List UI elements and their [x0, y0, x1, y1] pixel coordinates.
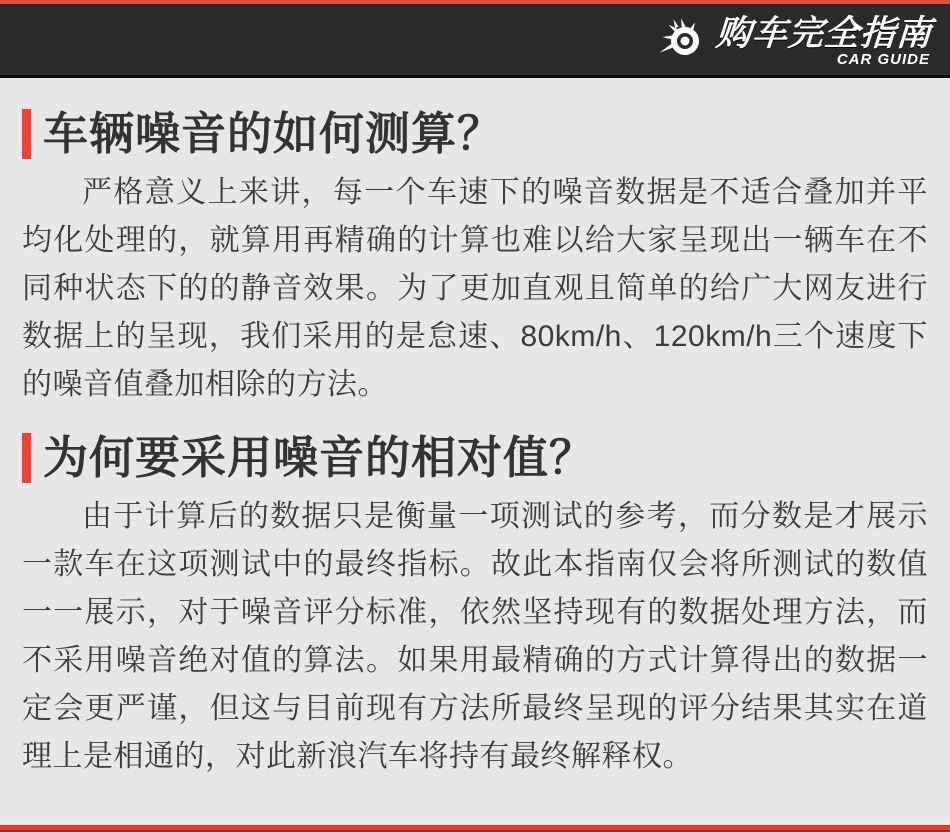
section-2-heading	[22, 433, 928, 483]
logo-title: 购车完全指南	[714, 14, 934, 53]
red-accent-bar	[22, 433, 31, 483]
article-content	[0, 85, 950, 799]
footer-red-strip	[0, 823, 950, 832]
flame-wheel-icon	[658, 16, 710, 64]
section-2-paragraph: 由于计算后的数据只是衡量一项测试的参考，而分数是才展示一款车在这项测试中的最终指标。故此本指南仅会将所测试的数值一一展示，对于噪音评分标准，依然坚持现有的数据处理方法，而不采用噪音绝对值的算法。如果用最精确的方式计算得出的数据一定会更严谨，但这与目前现有方法所最终呈现的评分结果其实在道理上是相通的，对此新浪汽车将持有最终解释权。	[22, 500, 928, 773]
section-1-title: 车辆噪音的如何测算？	[43, 108, 504, 160]
red-accent-bar	[22, 109, 31, 159]
logo-subtitle: CAR GUIDE	[836, 51, 930, 68]
car-guide-logo	[658, 14, 934, 68]
section-1-paragraph: 严格意义上来讲，每一个车速下的噪音数据是不适合叠加并平均化处理的，就算用再精确的计算也难以给大家呈现出一辆车在不同种状态下的的静音效果。为了更加直观且简单的给广大网友进行数据上的呈现，我们采用的是怠速、80km/h、120km/h三个速度下的噪音值叠加相除的方法。	[22, 176, 928, 401]
section-2-title: 为何要采用噪音的相对值？	[43, 432, 596, 484]
section-1-heading	[22, 109, 928, 159]
header-bar	[0, 0, 950, 78]
